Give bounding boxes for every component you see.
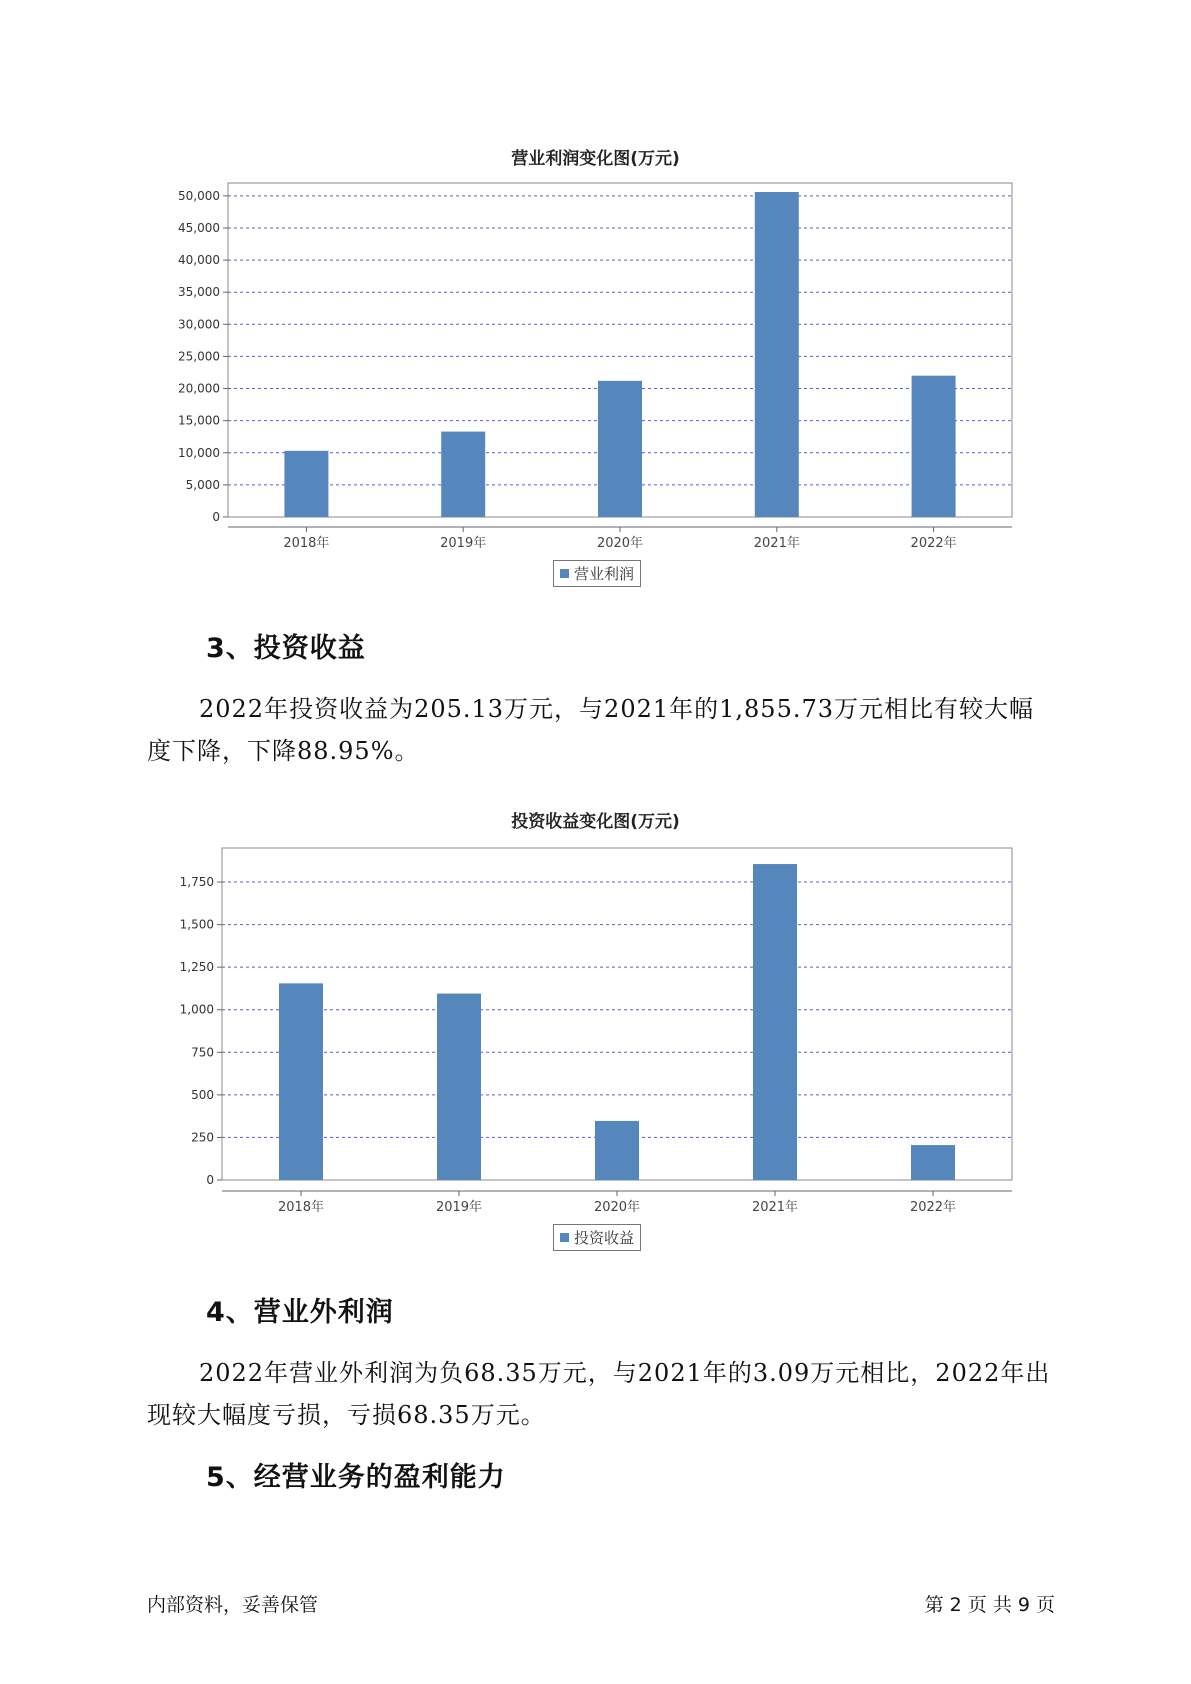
y-tick-label: 1,500: [179, 917, 214, 932]
bar: [595, 1121, 639, 1180]
y-tick-label: 500: [191, 1087, 214, 1102]
legend-label: 营业利润: [574, 565, 635, 583]
footer-page-number: 第 2 页 共 9 页: [924, 1594, 1055, 1616]
section-heading-investment-income: 3、投资收益: [206, 633, 366, 664]
y-tick-label: 40,000: [178, 253, 220, 268]
y-tick-label: 35,000: [178, 285, 220, 300]
section-heading-non-operating-profit: 4、营业外利润: [206, 1297, 394, 1328]
y-tick-label: 25,000: [178, 349, 220, 364]
chart-title: 营业利润变化图(万元): [511, 149, 680, 169]
x-tick-label: 2018年: [283, 536, 330, 551]
x-tick-label: 2021年: [753, 536, 800, 551]
y-tick-label: 250: [191, 1130, 214, 1145]
x-tick-label: 2020年: [593, 1200, 641, 1215]
y-tick-label: 1,250: [179, 960, 214, 975]
legend-swatch: [560, 1233, 569, 1242]
y-tick-label: 1,750: [179, 875, 214, 890]
y-tick-label: 1,000: [179, 1002, 214, 1017]
y-tick-label: 15,000: [178, 413, 220, 428]
x-tick-label: 2022年: [910, 536, 957, 551]
y-tick-label: 10,000: [178, 445, 220, 460]
x-tick-label: 2019年: [435, 1200, 483, 1215]
x-tick-label: 2019年: [440, 536, 487, 551]
y-tick-label: 30,000: [178, 317, 220, 332]
chart-title: 投资收益变化图(万元): [511, 812, 680, 832]
y-tick-label: 0: [212, 510, 220, 524]
y-tick-label: 750: [191, 1045, 214, 1060]
y-tick-label: 0: [206, 1173, 214, 1187]
legend-label: 投资收益: [574, 1229, 635, 1247]
x-tick-label: 2021年: [751, 1200, 799, 1215]
investment-income-paragraph: 2022年投资收益为205.13万元，与2021年的1,855.73万元相比有较大幅度下降，下降88.95%。: [147, 695, 1035, 765]
non-operating-profit-paragraph: 2022年营业外利润为负68.35万元，与2021年的3.09万元相比，2022年出现较大幅度亏损，亏损68.35万元。: [147, 1359, 1051, 1429]
bar: [437, 994, 481, 1180]
y-tick-label: 50,000: [178, 188, 220, 203]
y-tick-label: 5,000: [185, 477, 220, 492]
x-tick-label: 2018年: [277, 1200, 325, 1215]
chart-legend: [553, 1224, 641, 1251]
footer-confidential-note: 内部资料，妥善保管: [147, 1594, 319, 1616]
x-tick-label: 2020年: [596, 536, 644, 551]
y-tick-label: 45,000: [178, 220, 220, 235]
x-tick-label: 2022年: [909, 1200, 957, 1215]
bar: [279, 983, 323, 1180]
bar: [911, 1145, 955, 1180]
y-tick-label: 20,000: [178, 381, 220, 396]
bar: [753, 864, 797, 1180]
section-heading-operating-profitability: 5、经营业务的盈利能力: [206, 1462, 506, 1493]
